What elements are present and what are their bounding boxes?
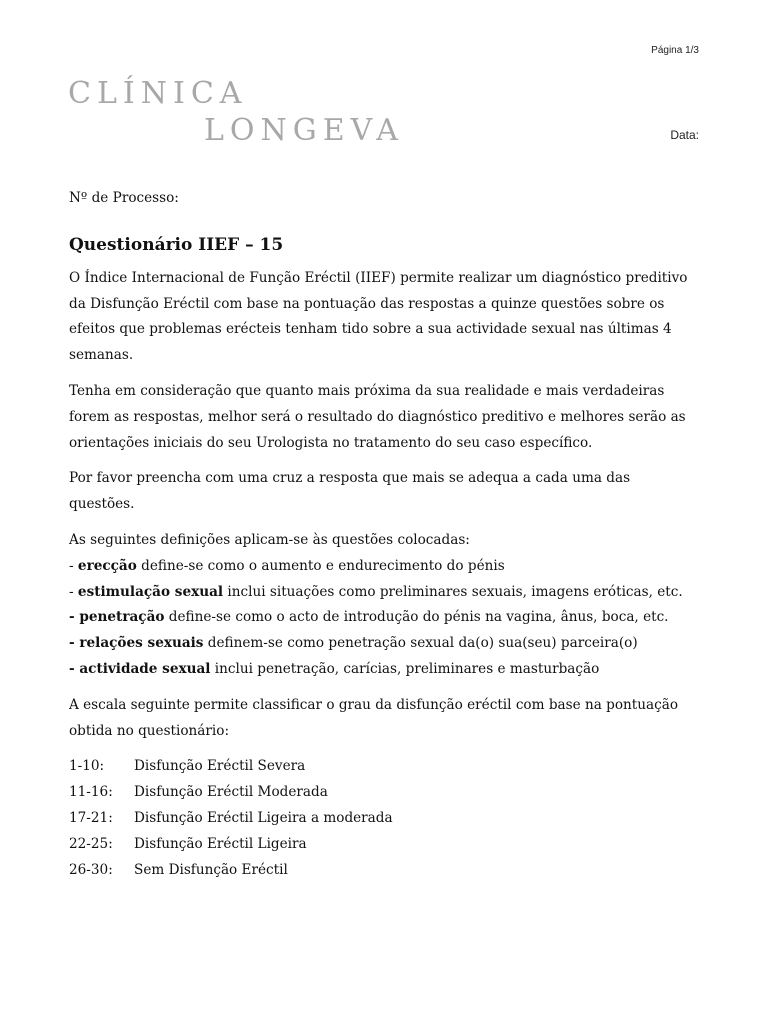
definitions-intro: As seguintes definições aplicam-se às questões colocadas: bbox=[69, 531, 470, 548]
scale-range: 1-10: bbox=[69, 758, 105, 775]
scale-item bbox=[69, 806, 699, 832]
document-body bbox=[69, 186, 699, 883]
scale-item bbox=[69, 832, 699, 858]
scale-label: Disfunção Eréctil Moderada bbox=[134, 784, 328, 801]
scale-item bbox=[69, 780, 699, 806]
page-title: Questionário IIEF – 15 bbox=[69, 234, 284, 255]
logo-line-clinica: CLÍNICA bbox=[68, 76, 248, 111]
intro-paragraph: O Índice Internacional de Função Eréctil (IIEF) permite realizar um diagnóstico preditivo da Disfunção Eréctil com base na pontuação das respostas a quinze questões sobre os efeitos que problemas erécteis tenham tido sobre a sua actividade sexual nas últimas 4 semanas. bbox=[69, 269, 688, 364]
definitions-list bbox=[69, 554, 699, 683]
score-scale-list bbox=[69, 754, 699, 883]
scale-range: 11-16: bbox=[69, 784, 113, 801]
definition-item: - relações sexuais definem-se como penetração sexual da(o) sua(seu) parceira(o) bbox=[69, 635, 638, 652]
scale-label: Disfunção Eréctil Ligeira bbox=[134, 835, 307, 852]
logo-line-longeva: LONGEVA bbox=[204, 113, 404, 148]
definition-term: actividade sexual bbox=[79, 660, 211, 677]
clinic-logo bbox=[68, 76, 408, 156]
definition-item: - penetração define-se como o acto de introdução do pénis na vagina, ânus, boca, etc. bbox=[69, 609, 669, 626]
scale-item bbox=[69, 858, 699, 884]
scale-label: Disfunção Eréctil Severa bbox=[134, 758, 306, 775]
definition-item: - actividade sexual inclui penetração, carícias, preliminares e masturbação bbox=[69, 660, 600, 677]
definition-term: relações sexuais bbox=[79, 635, 204, 652]
scale-label: Sem Disfunção Eréctil bbox=[134, 861, 288, 878]
definition-term: penetração bbox=[79, 609, 165, 626]
scale-range: 22-25: bbox=[69, 835, 113, 852]
scale-item bbox=[69, 754, 699, 780]
consideration-paragraph: Tenha em consideração que quanto mais próxima da sua realidade e mais verdadeiras forem as respostas, melhor será o resultado do diagnóstico preditivo e melhores serão as orientações iniciais do seu Urologista no tratamento do seu caso específico. bbox=[69, 382, 686, 451]
definition-term: erecção bbox=[77, 557, 137, 574]
scale-range: 26-30: bbox=[69, 861, 113, 878]
process-number-label: Nº de Processo: bbox=[69, 190, 179, 206]
instructions-paragraph: Por favor preencha com uma cruz a resposta que mais se adequa a cada uma das questões. bbox=[69, 470, 631, 513]
page-number: Página 1/3 bbox=[651, 45, 699, 56]
date-label: Data: bbox=[670, 128, 699, 142]
definition-item: - erecção define-se como o aumento e endurecimento do pénis bbox=[69, 557, 505, 574]
definition-item: - estimulação sexual inclui situações como preliminares sexuais, imagens eróticas, etc. bbox=[69, 583, 683, 600]
scale-range: 17-21: bbox=[69, 809, 113, 826]
scale-intro: A escala seguinte permite classificar o grau da disfunção eréctil com base na pontuação obtida no questionário: bbox=[69, 696, 679, 739]
scale-label: Disfunção Eréctil Ligeira a moderada bbox=[134, 809, 393, 826]
definition-term: estimulação sexual bbox=[77, 583, 224, 600]
